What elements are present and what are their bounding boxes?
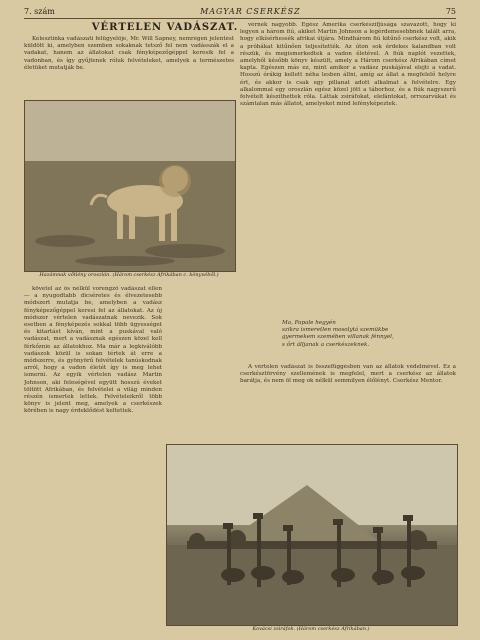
header-rule	[24, 18, 456, 19]
page-header	[24, 4, 456, 18]
verse-line: gyermekem szemében villanak fénnyel,	[282, 334, 394, 341]
lion-photo	[24, 100, 236, 272]
article-intro	[24, 36, 234, 96]
verse-line: s őrt álljanak a cserkészeknek.	[282, 341, 370, 348]
giraffes-photo-caption: Kovácsi zsiráfok. (Három cserkész Afrikában.)	[252, 626, 370, 632]
page-number: 75	[445, 6, 456, 16]
column-left-text: követel az ős nélkül vorengző vadászat ellen — a nyugodtabb dicséretes és élvezetesebb módszert mutatja be, amelyben a vadász fényképezőgéppel keresi fel az állatokat. Az új módszer vértelen vadászatnak nevezik. Sok esetben a fényképezés sokkal több ügyességet és kitartást kíván, mint a puskával való vadászat, mert a vadásznak egészen közel kell férkőznie az állatokhoz. Ma már a legkiválóbb vadászok közül is sokan tértek át erre a módszerre, és gyönyörű felvételek tanúskodnak arról, hogy a vadon életét így is meg lehet ismerni. Az egyik vértelen vadász Martin Johnson, aki feleségével együtt hosszú éveket töltött Afrikában, és felvételei a világ minden részén ismertek lettek. Felvételeikről több könyv is jelent meg, amelyek a cserkészek körében is nagy érdeklődést keltettek.	[24, 286, 162, 415]
issue-number: 7. szám	[24, 6, 55, 16]
article-title: VÉRTELEN VADÁSZAT.	[91, 22, 239, 33]
verse-line: szikra ismeretlen mosolytá szemükbe	[282, 327, 389, 334]
verse-line: Ma, Papale hegyén	[282, 320, 336, 326]
column-right-end-text: A vértelen vadászat is összefüggésben van az állatok védelmével. Ez a cserkésztörvény szellemének is megfelel, mert a cserkész az állatok barátja, és nem öl meg ok nélkül semmilyen élőlényt. Cserkész Mentor.	[240, 364, 456, 385]
article-column-right	[240, 22, 456, 422]
intro-text: Kelesztinka vadászati felügyelője, Mr. Will Sapney, nemrégen jelentést küldött ki, amelyben szemben sokaknak tetsző fel nem vadásszák el a vadakat, hanem az állatokat csak fényképezőgéppel keresik fel a vadonban, és így gyűjtenek róluk felvételeket, amelyek a természetes életüket mutatják be.	[24, 36, 234, 71]
article-column-left	[24, 286, 162, 632]
poem-verse	[282, 320, 442, 349]
lion-photo-caption: Hazámnak vőtlény oroszlán. (Három cserkész Afrikában c. könyvéből.)	[39, 272, 219, 278]
giraffes-photo	[166, 444, 458, 626]
magazine-title: MAGYAR CSERKÉSZ	[200, 6, 301, 16]
article-column-right-end	[240, 364, 456, 434]
column-right-text: vérnek nagyobb. Egész Amerika cserkészifjúsága szavazott, hogy ki legyen a három fiú, akiket Martin Johnson a legérdemesebbnek talált arra, hogy elkísérhessék afrikai útjára. Mindhárom fiú kitűnő cserkész volt, akik a próbákat kitűnően teljesítették. Az úton sok érdekes kalandban volt részük, és megismerkedtek a vadon életével. A fiúk naplót vezettek, amelyből később könyv készült, amely a Három cserkész Afrikában címet kapta. Egészen más ez, mint amikor a vadász puskájával elejti a vadat. Hosszú órákig kellett néha lesben állni, amíg az állat a megfelelő helyre ért, és akkor is csak egy pillanat adott alkalmat a felvételre. Egy alkalommal egy oroszlán egész közel jött a táborhoz, és a fiúk nagyszerű felvételt készíthettek róla. Láttak zsiráfokat, elefántokat, orrszarvúkat és számtalan más állatot, amelyeket mind lefényképeztek.	[240, 22, 456, 108]
